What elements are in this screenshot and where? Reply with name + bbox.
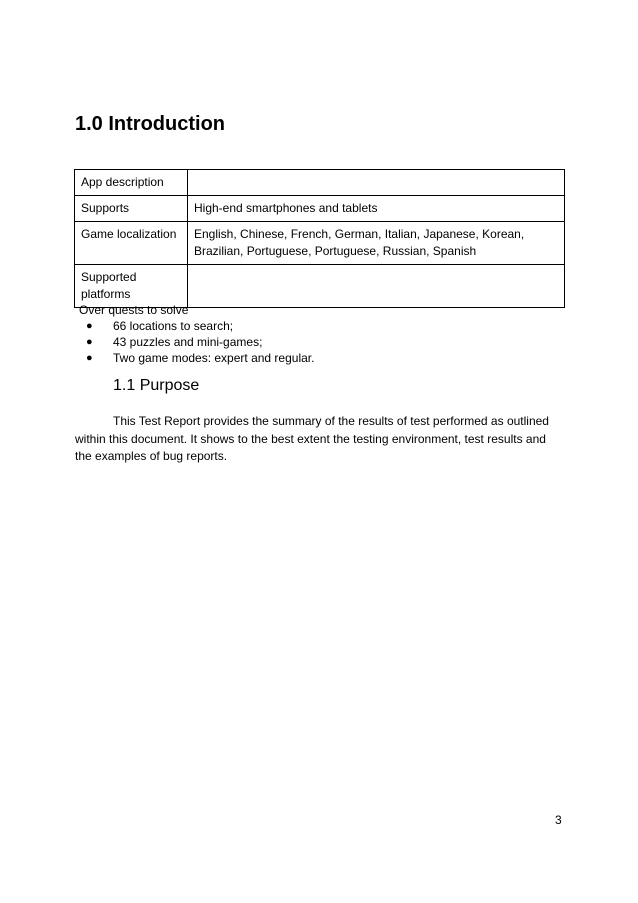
table-key-cell: App description xyxy=(75,170,188,196)
table-value-cell xyxy=(188,265,565,308)
page-number: 3 xyxy=(555,813,562,827)
table-value-cell: High-end smartphones and tablets xyxy=(188,196,565,222)
bullet-icon: ● xyxy=(86,352,93,364)
table-key-cell: Supports xyxy=(75,196,188,222)
bullet-icon: ● xyxy=(86,336,93,348)
table-row xyxy=(75,196,565,222)
list-item-text: 66 locations to search; xyxy=(113,319,234,333)
table-value-cell: English, Chinese, French, German, Italian, Japanese, Korean, Brazilian, Portuguese, Portuguese, Russian, Spanish xyxy=(188,222,565,265)
table-key-cell: Game localization xyxy=(75,222,188,265)
table-key-cell: Supported platforms xyxy=(75,265,188,308)
list-item xyxy=(82,334,314,350)
table-row xyxy=(75,170,565,196)
bullet-icon: ● xyxy=(86,320,93,332)
list-item-text: Two game modes: expert and regular. xyxy=(113,351,315,365)
table-value-cell xyxy=(188,170,565,196)
app-info-table xyxy=(74,169,565,308)
subsection-title: 1.1 Purpose xyxy=(113,377,200,394)
list-item-text: 43 puzzles and mini-games; xyxy=(113,335,263,349)
section-title: 1.0 Introduction xyxy=(75,113,225,135)
features-list xyxy=(82,318,314,366)
features-intro: Over quests to solve xyxy=(79,303,189,317)
list-item xyxy=(82,350,314,366)
purpose-paragraph: This Test Report provides the summary of the results of test performed as outlined within this document. It shows to the best extent the testing environment, test results and the examples of bug reports. xyxy=(75,414,549,463)
list-item xyxy=(82,318,314,334)
table-row xyxy=(75,222,565,265)
